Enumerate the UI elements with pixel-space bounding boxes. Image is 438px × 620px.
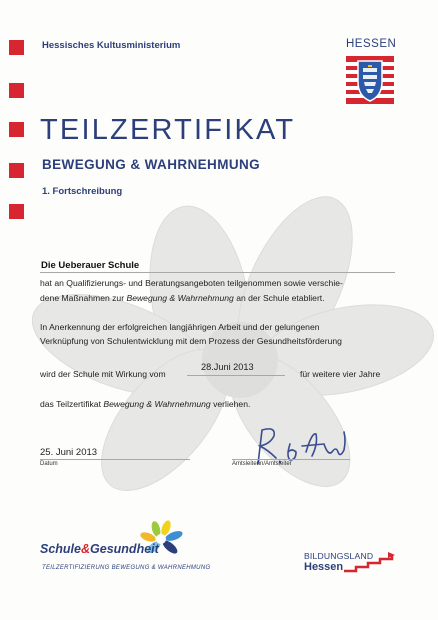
school-name-line: [40, 272, 395, 273]
hessen-crest-icon: [346, 56, 394, 104]
effective-date: 28.Juni 2013: [201, 362, 254, 372]
certificate-title: TEILZERTIFIKAT: [40, 114, 296, 146]
granted-emphasis: Bewegung & Wahrnehmung: [103, 399, 211, 409]
logo-wordmark: [40, 542, 159, 556]
granted-a: das Teilzertifikat: [40, 399, 104, 409]
granted-line: [40, 397, 250, 411]
red-square-2: [9, 83, 24, 98]
bildungsland-steps-icon: [342, 551, 402, 575]
logo-tagline: TEILZERTIFIZIERUNG BEWEGUNG & WAHRNEHMUNG: [42, 565, 211, 571]
red-square-1: [9, 40, 24, 55]
paragraph-1-line-2-b: an der Schule etabliert.: [233, 293, 325, 303]
logo-wordmark-amp: &: [81, 542, 91, 556]
bildungsland-line-2: Hessen: [304, 561, 344, 573]
effective-prefix: wird der Schule mit Wirkung vom: [40, 369, 166, 379]
school-name: Die Ueberauer Schule: [41, 260, 140, 271]
paragraph-2-line-2: Verknüpfung von Schulentwicklung mit dem Prozess der Gesundheitsförderung: [40, 336, 342, 346]
red-square-3: [9, 122, 24, 137]
date-label: Datum: [40, 461, 58, 467]
effective-suffix: für weitere vier Jahre: [300, 369, 381, 379]
granted-b: verliehen.: [210, 399, 251, 409]
paragraph-1-line-2: [40, 291, 325, 305]
edition-label: 1. Fortschreibung: [42, 186, 123, 197]
ministry-name: Hessisches Kultusministerium: [42, 40, 181, 51]
issue-date: 25. Juni 2013: [40, 447, 98, 458]
certificate-subtitle: BEWEGUNG & WAHRNEHMUNG: [42, 157, 261, 172]
red-square-4: [9, 163, 24, 178]
signer-label: Amtsleiterin/Amtsleiter: [232, 461, 292, 467]
red-square-5: [9, 204, 24, 219]
signature-line: [232, 459, 350, 460]
effective-date-line: [187, 375, 285, 376]
paragraph-2-line-1: In Anerkennung der erfolgreichen langjährigen Arbeit und der gelungenen: [40, 322, 320, 332]
date-line: [40, 459, 190, 460]
logo-wordmark-part1: Schule: [40, 542, 81, 556]
paragraph-1-line-1: hat an Qualifizierungs- und Beratungsangeboten teilgenommen sowie verschie-: [40, 278, 343, 288]
paragraph-1-line-2-a: dene Maßnahmen zur: [40, 293, 127, 303]
logo-wordmark-part2: Gesundheit: [90, 542, 159, 556]
paragraph-1-emphasis: Bewegung & Wahrnehmung: [126, 293, 234, 303]
state-name: HESSEN: [346, 38, 397, 50]
bildungsland-line-1: BILDUNGSLAND: [304, 551, 374, 561]
